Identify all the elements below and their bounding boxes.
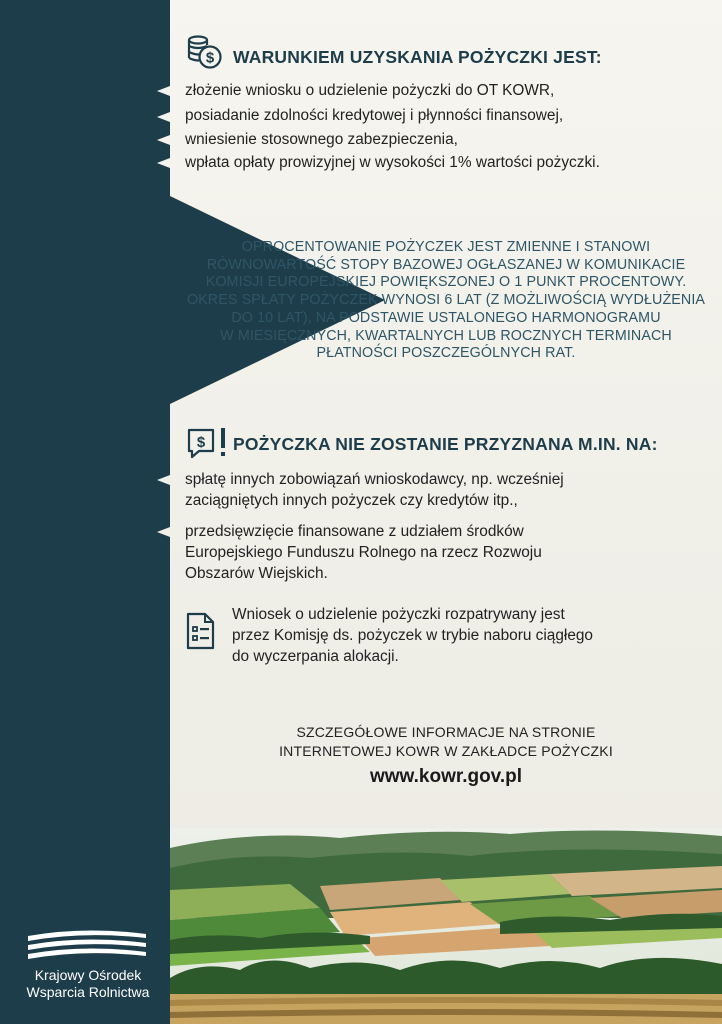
interest-line: OPROCENTOWANIE POŻYCZEK JEST ZMIENNE I STANOWI xyxy=(241,239,651,255)
interest-line: RÓWNOWARTOŚĆ STOPY BAZOWEJ OGŁASZANEJ W KOMUNIKACIE xyxy=(206,256,686,273)
condition-item: wpłata opłaty prowizyjnej w wysokości 1% wartości pożyczki. xyxy=(185,154,600,171)
details-line: INTERNETOWEJ KOWR W ZAKŁADCE POŻYCZKI xyxy=(279,743,613,759)
interest-line: PŁATNOŚCI POSZCZEGÓLNYCH RAT. xyxy=(316,345,576,362)
exclusion-line: Europejskiego Funduszu Rolnego na rzecz Rozwoju xyxy=(185,544,542,561)
svg-text:$: $ xyxy=(196,434,206,451)
section2-heading: POŻYCZKA NIE ZOSTANIE PRZYZNANA M.IN. NA: xyxy=(233,434,658,454)
interest-info xyxy=(170,239,722,363)
kowr-logo xyxy=(24,928,152,1001)
application-note xyxy=(232,604,624,667)
kowr-logo-mark xyxy=(24,928,152,962)
note-line: do wyczerpania alokacji. xyxy=(232,648,399,665)
logo-line: Krajowy Ośrodek xyxy=(34,967,142,983)
section1-heading: WARUNKIEM UZYSKANIA POŻYCZKI JEST: xyxy=(233,47,602,67)
coins-icon xyxy=(186,34,224,70)
interest-line: KOMISJI EUROPEJSKIEJ POWIĘKSZONEJ O 1 PUNKT PROCENTOWY. xyxy=(205,274,687,291)
details-line: SZCZEGÓŁOWE INFORMACJE NA STRONIE xyxy=(296,724,596,740)
details-info xyxy=(170,723,722,761)
exclusion-line: zaciągniętych innych pożyczek czy kredytów itp., xyxy=(185,492,518,509)
exclusion-line: spłatę innych zobowiązań wnioskodawcy, np. wcześniej xyxy=(185,471,564,488)
interest-line: DO 10 LAT), NA PODSTAWIE USTALONEGO HARMONOGRAMU xyxy=(231,309,661,326)
condition-item: złożenie wniosku o udzielenie pożyczki do OT KOWR, xyxy=(185,82,555,99)
condition-item: posiadanie zdolności kredytowej i płynności finansowej, xyxy=(185,107,564,124)
interest-line: OKRES SPŁATY POŻYCZEK WYNOSI 6 LAT (Z MOŻLIWOŚCIĄ WYDŁUŻENIA xyxy=(186,292,706,309)
website-link[interactable]: www.kowr.gov.pl xyxy=(369,766,523,787)
logo-line: Wsparcia Rolnictwa xyxy=(26,984,150,1000)
dollar-warning-icon xyxy=(186,426,230,462)
exclusion-line: przedsięwzięcie finansowane z udziałem środków xyxy=(185,523,524,540)
rural-landscape-image xyxy=(170,828,722,1024)
note-line: przez Komisję ds. pożyczek w trybie naboru ciągłego xyxy=(232,627,593,644)
note-line: Wniosek o udzielenie pożyczki rozpatrywany jest xyxy=(232,606,565,623)
condition-item: wniesienie stosownego zabezpieczenia, xyxy=(185,131,458,148)
interest-line: W MIESIĘCZNYCH, KWARTALNYCH LUB ROCZNYCH TERMINACH xyxy=(220,327,672,344)
document-checklist-icon xyxy=(186,612,216,650)
svg-text:$: $ xyxy=(205,49,215,67)
exclusion-line: Obszarów Wiejskich. xyxy=(185,565,328,582)
